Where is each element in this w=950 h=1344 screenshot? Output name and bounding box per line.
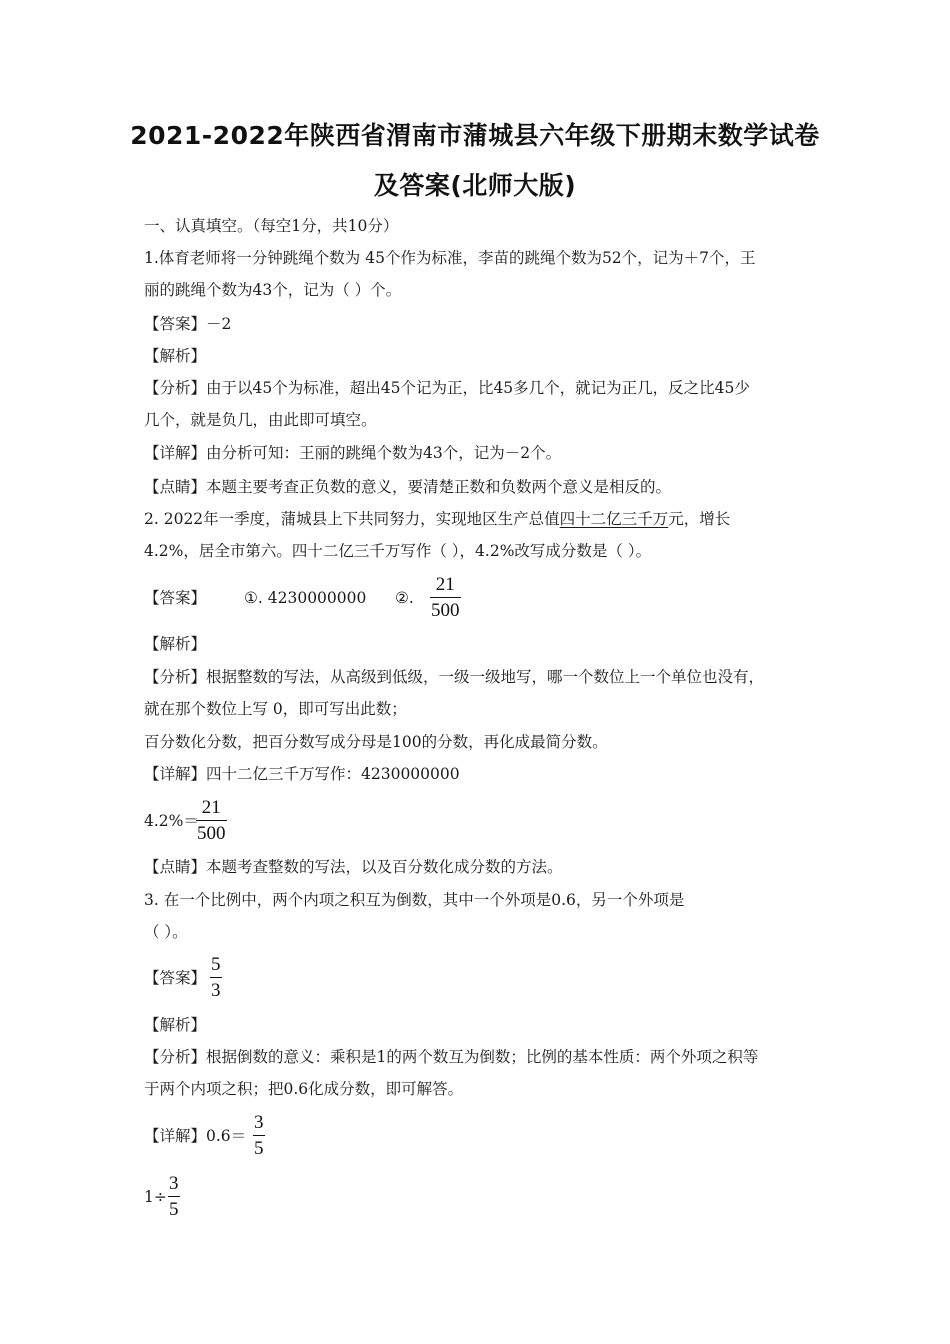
q3-answer-fraction xyxy=(210,953,222,1002)
fraction-bar xyxy=(210,977,222,978)
q3-answer-numerator: 5 xyxy=(211,954,221,975)
q1-stem-line-1: 1.体育老师将一分钟跳绳个数为 45个作为标准，李苗的跳绳个数为52个，记为＋7个，王 xyxy=(144,249,756,267)
q2-stem-underlined: 四十二亿三千万 xyxy=(559,510,669,528)
q3-calc-fraction xyxy=(168,1172,180,1221)
q2-fenxi-line-3: 百分数化分数，把百分数写成分母是100的分数，再化成最简分数。 xyxy=(144,733,608,751)
q2-stem-line-1 xyxy=(144,508,730,530)
q3-analysis-label: 【解析】 xyxy=(144,1016,207,1034)
q2-answer-label: 【答案】 xyxy=(144,589,207,607)
q2-comment: 【点睛】本题考查整数的写法，以及百分数化成分数的方法。 xyxy=(144,858,563,876)
q2-calc-numerator: 21 xyxy=(201,797,221,818)
q3-detail-prefix: 【详解】0.6＝ xyxy=(144,1127,247,1145)
q2-answer-denominator: 500 xyxy=(431,600,460,621)
q3-calc-denominator: 5 xyxy=(169,1199,179,1220)
q2-answer-1: ①. 4230000000 xyxy=(244,589,367,607)
q2-calc-fraction xyxy=(196,796,227,845)
q2-analysis-label: 【解析】 xyxy=(144,635,207,653)
q3-detail-denominator: 5 xyxy=(254,1138,264,1159)
q3-calc-numerator: 3 xyxy=(169,1173,179,1194)
q1-detail: 【详解】由分析可知：王丽的跳绳个数为43个，记为－2个。 xyxy=(144,444,562,462)
q3-stem-line-1: 3. 在一个比例中，两个内项之积互为倒数，其中一个外项是0.6，另一个外项是 xyxy=(144,891,685,909)
fraction-bar xyxy=(253,1135,265,1136)
document-title-line-2: 及答案(北师大版) xyxy=(373,171,577,200)
document-title-line-1: 2021-2022年陕西省渭南市蒲城县六年级下册期末数学试卷 xyxy=(130,121,820,150)
fraction-bar xyxy=(430,597,461,598)
q1-answer: 【答案】－2 xyxy=(144,315,232,333)
section-heading: 一、认真填空。（每空1分，共10分） xyxy=(144,217,399,235)
q2-answer-numerator: 21 xyxy=(435,574,455,595)
q1-fenxi-line-1: 【分析】由于以45个为标准，超出45个记为正，比45多几个，就记为正几，反之比45少 xyxy=(144,379,750,397)
q2-answer-fraction xyxy=(430,573,461,622)
q2-stem-pre: 2. 2022年一季度，蒲城县上下共同努力，实现地区生产总值 xyxy=(144,510,560,528)
q3-fenxi-line-2: 于两个内项之积；把0.6化成分数，即可解答。 xyxy=(144,1080,464,1098)
q2-calc-denominator: 500 xyxy=(197,823,226,844)
q3-answer-denominator: 3 xyxy=(211,980,221,1001)
q2-fenxi-line-2: 就在那个数位上写 0，即可写出此数； xyxy=(144,700,407,718)
q2-stem-post: 元，增长 xyxy=(668,510,731,528)
q2-answer-2-marker: ②. xyxy=(395,589,414,607)
q3-stem-line-2: （ ）。 xyxy=(144,923,188,941)
q1-fenxi-line-2: 几个，就是负几，由此即可填空。 xyxy=(144,411,377,429)
q3-detail-fraction xyxy=(253,1111,265,1160)
q2-fenxi-line-1: 【分析】根据整数的写法，从高级到低级，一级一级地写，哪一个数位上一个单位也没有， xyxy=(144,668,765,686)
fraction-bar xyxy=(196,820,227,821)
q2-detail: 【详解】四十二亿三千万写作：4230000000 xyxy=(144,765,460,783)
q2-stem-line-2: 4.2%，居全市第六。四十二亿三千万写作（ ），4.2%改写成分数是（ ）。 xyxy=(144,542,652,560)
fraction-bar xyxy=(168,1196,180,1197)
q2-calc-prefix: 4.2%＝ xyxy=(144,812,199,830)
q3-answer-label: 【答案】 xyxy=(144,969,207,987)
q3-fenxi-line-1: 【分析】根据倒数的意义：乘积是1的两个数互为倒数；比例的基本性质：两个外项之积等 xyxy=(144,1048,759,1066)
q1-analysis-label: 【解析】 xyxy=(144,347,207,365)
q1-stem-line-2: 丽的跳绳个数为43个，记为（ ）个。 xyxy=(144,281,402,299)
q3-calc-prefix: 1÷ xyxy=(144,1188,167,1206)
q1-comment: 【点睛】本题主要考查正负数的意义，要清楚正数和负数两个意义是相反的。 xyxy=(144,478,672,496)
q3-detail-numerator: 3 xyxy=(254,1112,264,1133)
